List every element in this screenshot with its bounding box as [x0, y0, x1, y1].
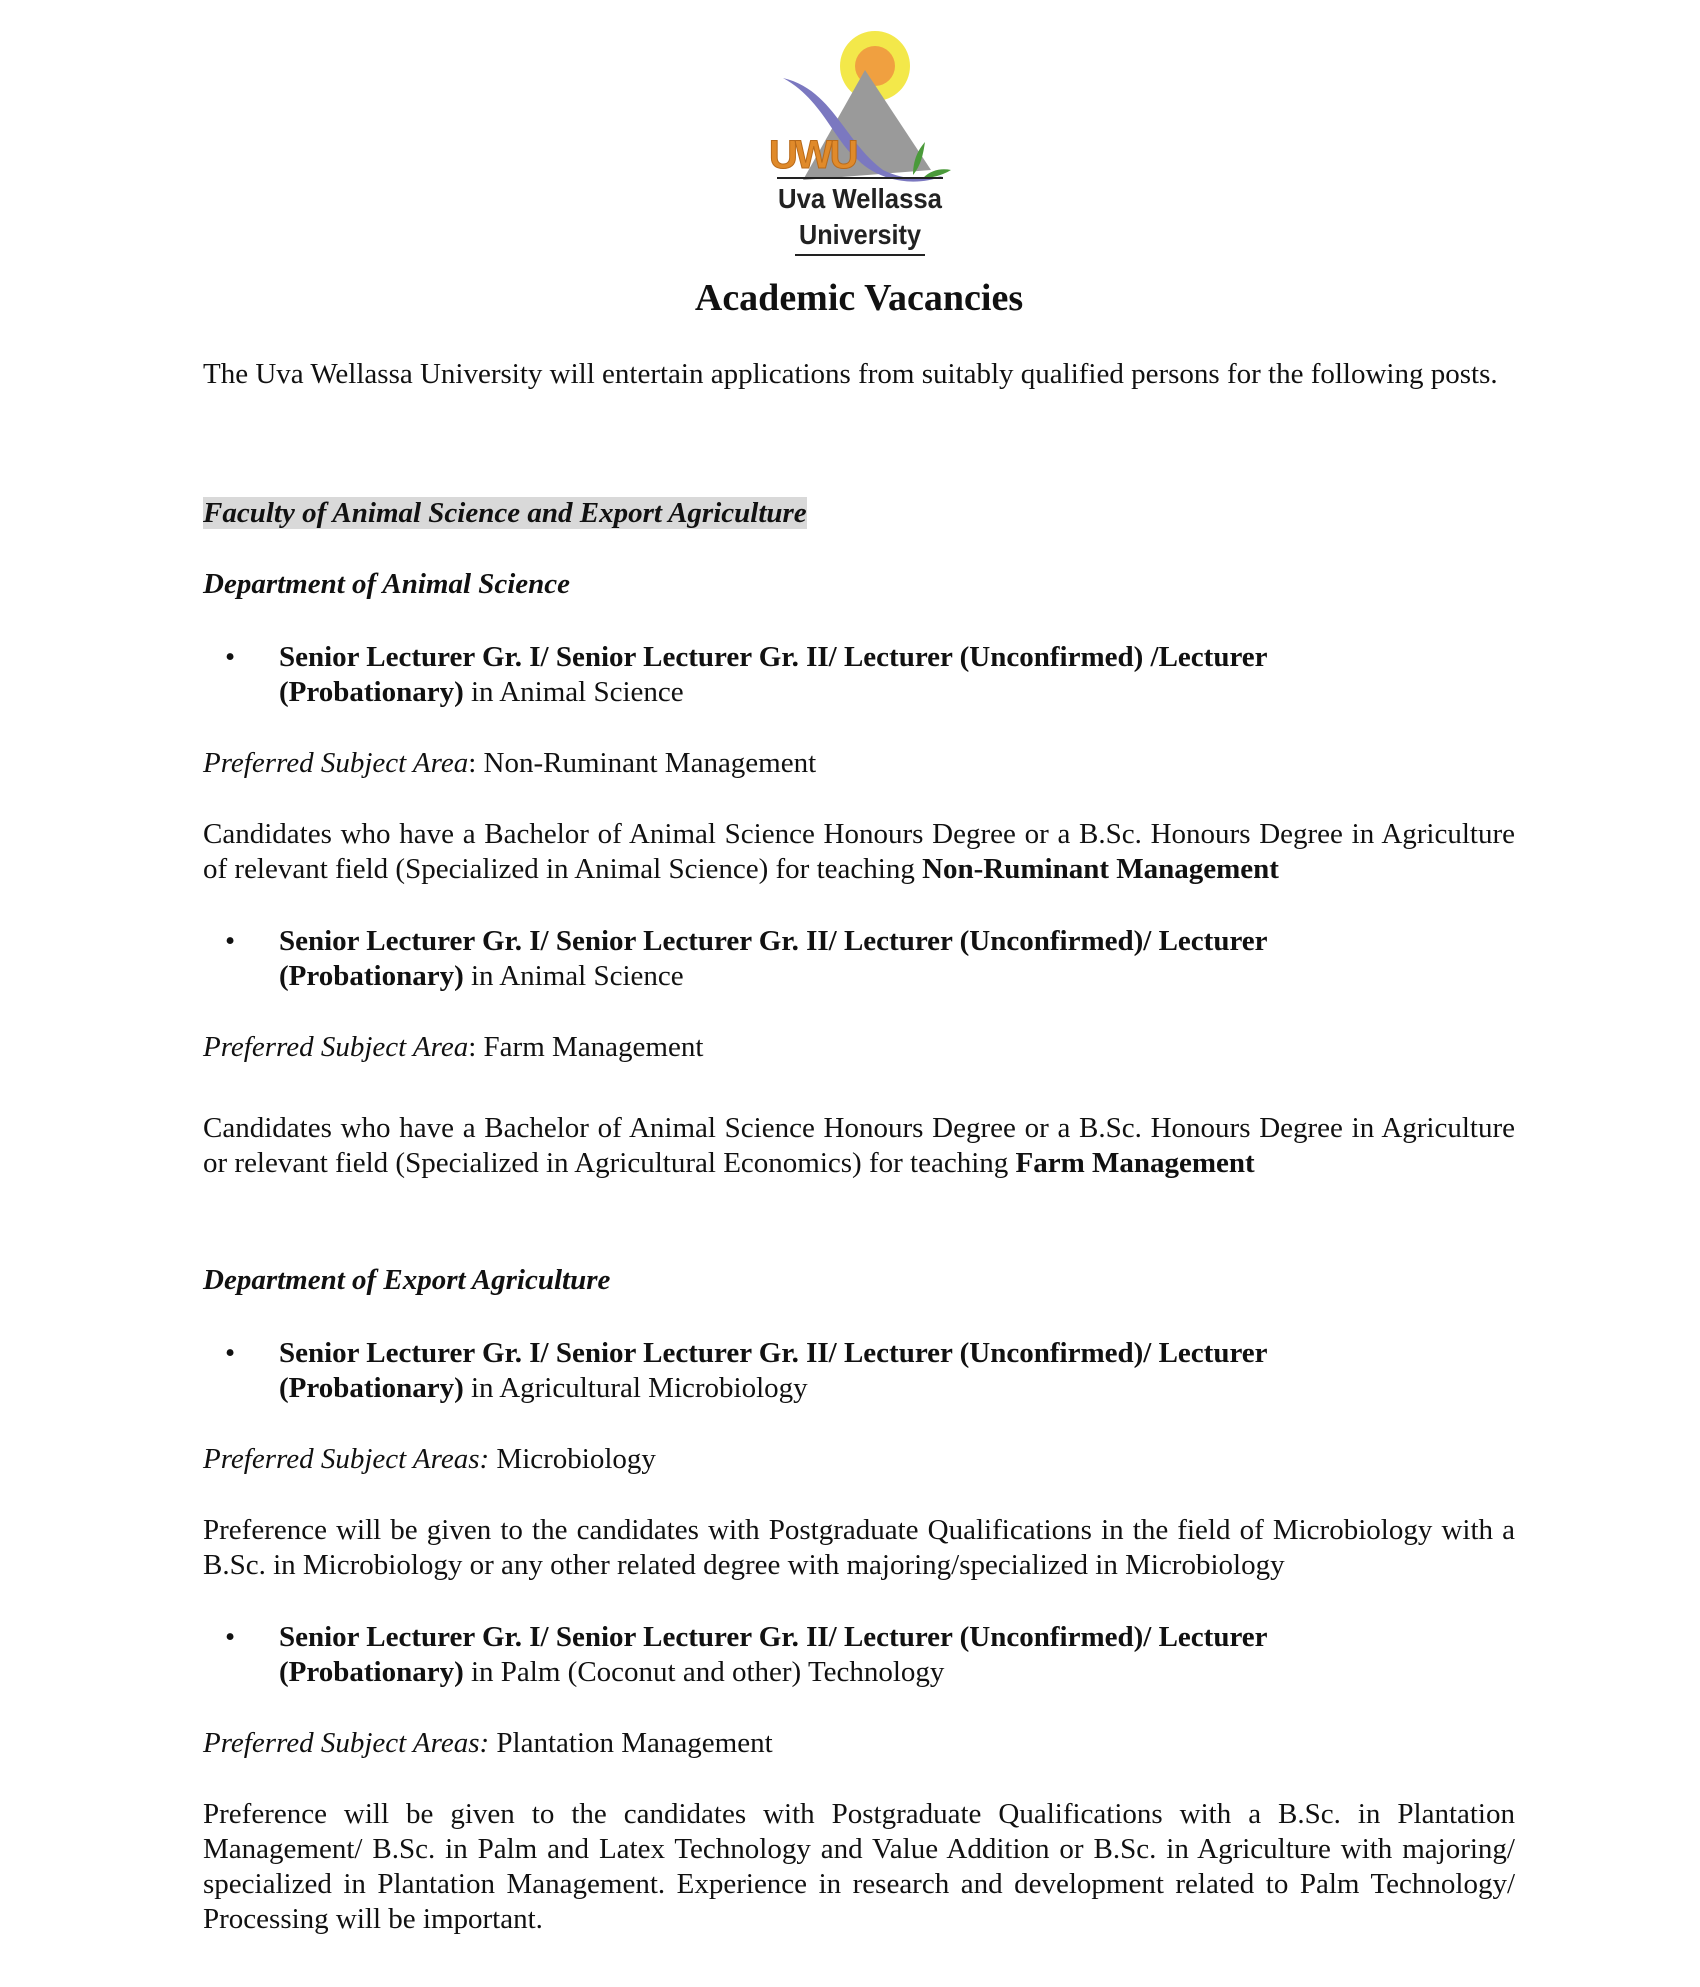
preferred-area-value: Farm Management: [483, 1031, 704, 1063]
preferred-area-label: Preferred Subject Areas:: [203, 1727, 490, 1759]
post-field: in Agricultural Microbiology: [463, 1372, 808, 1404]
post-prob-word: Probationary: [288, 960, 455, 992]
preferred-area: [203, 1442, 1515, 1477]
intro-paragraph: The Uva Wellassa University will entertain applications from suitably qualified persons for the following posts.: [203, 358, 1498, 390]
post-prob-word: Probationary: [288, 676, 455, 708]
post-description-text: Preference will be given to the candidates with Postgraduate Qualifications with a B.Sc. in Plantation Management/ B.Sc. in Palm and Latex Technology and Value Addition or B.Sc. in Agriculture with majoring/ specialized in Plantation Management. Experience in research and development related to Palm Technology/ Processing will be important.: [203, 1798, 1515, 1935]
preferred-area-value: Plantation Management: [496, 1727, 773, 1759]
preferred-area-sep: :: [468, 1031, 484, 1063]
post-field: in Palm (Coconut and other) Technology: [463, 1656, 945, 1688]
post-prob-open: (: [279, 1656, 289, 1688]
logo-name-line2: University: [799, 219, 922, 250]
department-heading: Department of Export Agriculture: [203, 1264, 611, 1296]
department-heading: Department of Animal Science: [203, 568, 571, 600]
preferred-area-value: Microbiology: [496, 1443, 656, 1475]
logo-abbr: UWU: [769, 133, 856, 177]
post-description: [203, 1111, 1515, 1181]
post-prob-open: (: [279, 960, 289, 992]
post-description-text: Preference will be given to the candidates with Postgraduate Qualifications in the field of Microbiology with a B.Sc. in Microbiology or any other related degree with majoring/specialized in Microbiology: [203, 1514, 1515, 1581]
logo-name-line1: Uva Wellassa: [778, 183, 943, 214]
preferred-area-label: Preferred Subject Area: [203, 1031, 469, 1063]
preferred-area: [203, 746, 1515, 781]
post-description: [203, 1797, 1515, 1937]
post-title-bold: Senior Lecturer Gr. I/ Senior Lecturer Gr. II/ Lecturer (Unconfirmed)/ Lecturer: [279, 1621, 1268, 1653]
post-description-text: Candidates who have a Bachelor of Animal Science Honours Degree or a B.Sc. Honours Degree in Agriculture of relevant field (Specialized in Animal Science) for teaching: [203, 818, 1515, 885]
logo-leaf-2: [923, 169, 951, 178]
preferred-area-label: Preferred Subject Areas:: [203, 1443, 490, 1475]
post-prob-close: ): [454, 1372, 464, 1404]
preferred-area: [203, 1030, 1515, 1065]
post-prob-open: (: [279, 1372, 289, 1404]
post-description: [203, 1513, 1515, 1583]
post-description-bold: Non-Ruminant Management: [922, 853, 1279, 885]
post-title: [279, 640, 1439, 710]
post-prob-word: Probationary: [288, 1656, 455, 1688]
post-title: [279, 1336, 1439, 1406]
post-title-bold: Senior Lecturer Gr. I/ Senior Lecturer Gr. II/ Lecturer (Unconfirmed) /Lecturer: [279, 641, 1268, 673]
post-title: [279, 1620, 1439, 1690]
post-title-bold: Senior Lecturer Gr. I/ Senior Lecturer Gr. II/ Lecturer (Unconfirmed)/ Lecturer: [279, 925, 1268, 957]
post-prob-close: ): [454, 676, 464, 708]
preferred-area: [203, 1726, 1515, 1761]
post-title: [279, 924, 1439, 994]
post-description-text: Candidates who have a Bachelor of Animal Science Honours Degree or a B.Sc. Honours Degree in Agriculture or relevant field (Specialized in Agricultural Economics) for teaching: [203, 1112, 1515, 1179]
post-prob-close: ): [454, 1656, 464, 1688]
bullet-icon: •: [225, 1621, 236, 1653]
preferred-area-sep: :: [468, 747, 484, 779]
preferred-area-value: Non-Ruminant Management: [483, 747, 817, 779]
faculty-heading: Faculty of Animal Science and Export Agriculture: [203, 497, 807, 529]
bullet-icon: •: [225, 641, 236, 673]
post-field: in Animal Science: [463, 960, 684, 992]
logo-graphic: [763, 30, 963, 262]
bullet-icon: •: [225, 925, 236, 957]
post-prob-close: ): [454, 960, 464, 992]
post-description-bold: Farm Management: [1015, 1147, 1255, 1179]
page-title: Academic Vacancies: [694, 277, 1024, 319]
post-field: in Animal Science: [463, 676, 684, 708]
post-prob-word: Probationary: [288, 1372, 455, 1404]
faculty-heading-row: [203, 496, 1515, 531]
post-description: [203, 817, 1515, 887]
post-title-bold: Senior Lecturer Gr. I/ Senior Lecturer Gr. II/ Lecturer (Unconfirmed)/ Lecturer: [279, 1337, 1268, 1369]
bullet-icon: •: [225, 1337, 236, 1369]
university-logo: [763, 30, 963, 262]
post-prob-open: (: [279, 676, 289, 708]
preferred-area-label: Preferred Subject Area: [203, 747, 469, 779]
